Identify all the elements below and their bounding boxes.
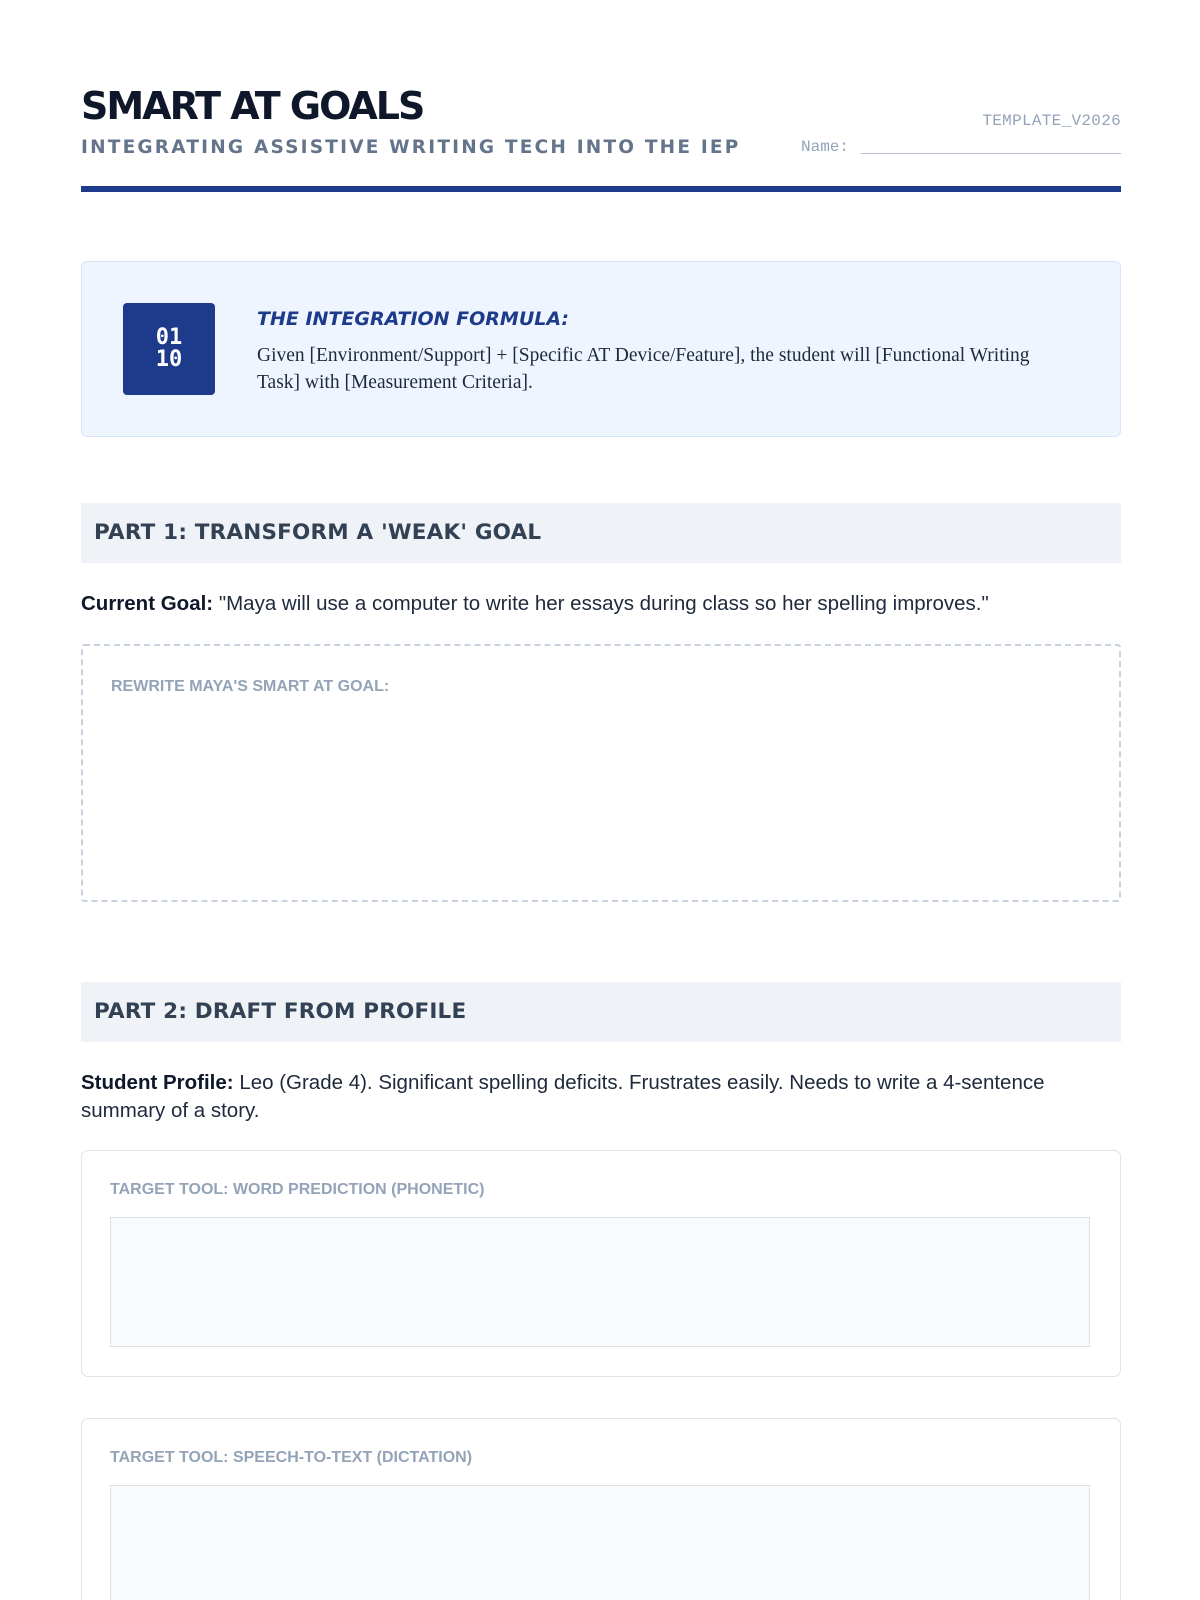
binary-badge-icon: [123, 303, 215, 395]
student-profile-text: Leo (Grade 4). Significant spelling deficits. Frustrates easily. Needs to write a 4-sentence summary of a story.: [81, 1071, 1045, 1122]
current-goal-label: Current Goal:: [81, 592, 214, 615]
badge-line-2: 10: [155, 347, 183, 372]
name-field[interactable]: [801, 136, 1121, 160]
page-title: SMART AT GOALS: [81, 84, 424, 128]
tool-card-word-prediction: [81, 1150, 1121, 1377]
part2-section-header: [81, 982, 1121, 1042]
student-profile-label: Student Profile:: [81, 1071, 234, 1094]
rewrite-goal-label: REWRITE MAYA'S SMART AT GOAL:: [111, 678, 390, 695]
tool-card-speech-to-text: [81, 1418, 1121, 1600]
speech-to-text-answer-field[interactable]: [110, 1485, 1090, 1600]
student-profile: [81, 1069, 1121, 1125]
current-goal-text: "Maya will use a computer to write her essays during class so her spelling improves.": [218, 592, 989, 615]
part2-heading: PART 2: DRAFT FROM PROFILE: [94, 999, 467, 1024]
rewrite-goal-area[interactable]: [81, 644, 1121, 902]
part1-section-header: [81, 503, 1121, 563]
name-input-line[interactable]: [861, 153, 1121, 154]
word-prediction-answer-field[interactable]: [110, 1217, 1090, 1347]
current-goal: [81, 590, 1121, 618]
name-label: Name:: [801, 138, 850, 156]
tool-label-word-prediction: TARGET TOOL: WORD PREDICTION (PHONETIC): [110, 1181, 485, 1198]
badge-line-1: 01: [155, 325, 183, 350]
tool-label-speech-to-text: TARGET TOOL: SPEECH-TO-TEXT (DICTATION): [110, 1449, 473, 1466]
page-subtitle: INTEGRATING ASSISTIVE WRITING TECH INTO THE IEP: [81, 137, 741, 158]
formula-text: Given [Environment/Support] + [Specific AT Device/Feature], the student will [Functional Writing Task] with [Measurement Criteria].: [257, 345, 1030, 393]
header-divider: [81, 186, 1121, 192]
part1-heading: PART 1: TRANSFORM A 'WEAK' GOAL: [94, 520, 542, 545]
template-code: TEMPLATE_V2026: [982, 112, 1121, 130]
integration-formula-box: [81, 261, 1121, 437]
worksheet-header: [81, 82, 1121, 194]
formula-heading: THE INTEGRATION FORMULA:: [257, 308, 570, 330]
